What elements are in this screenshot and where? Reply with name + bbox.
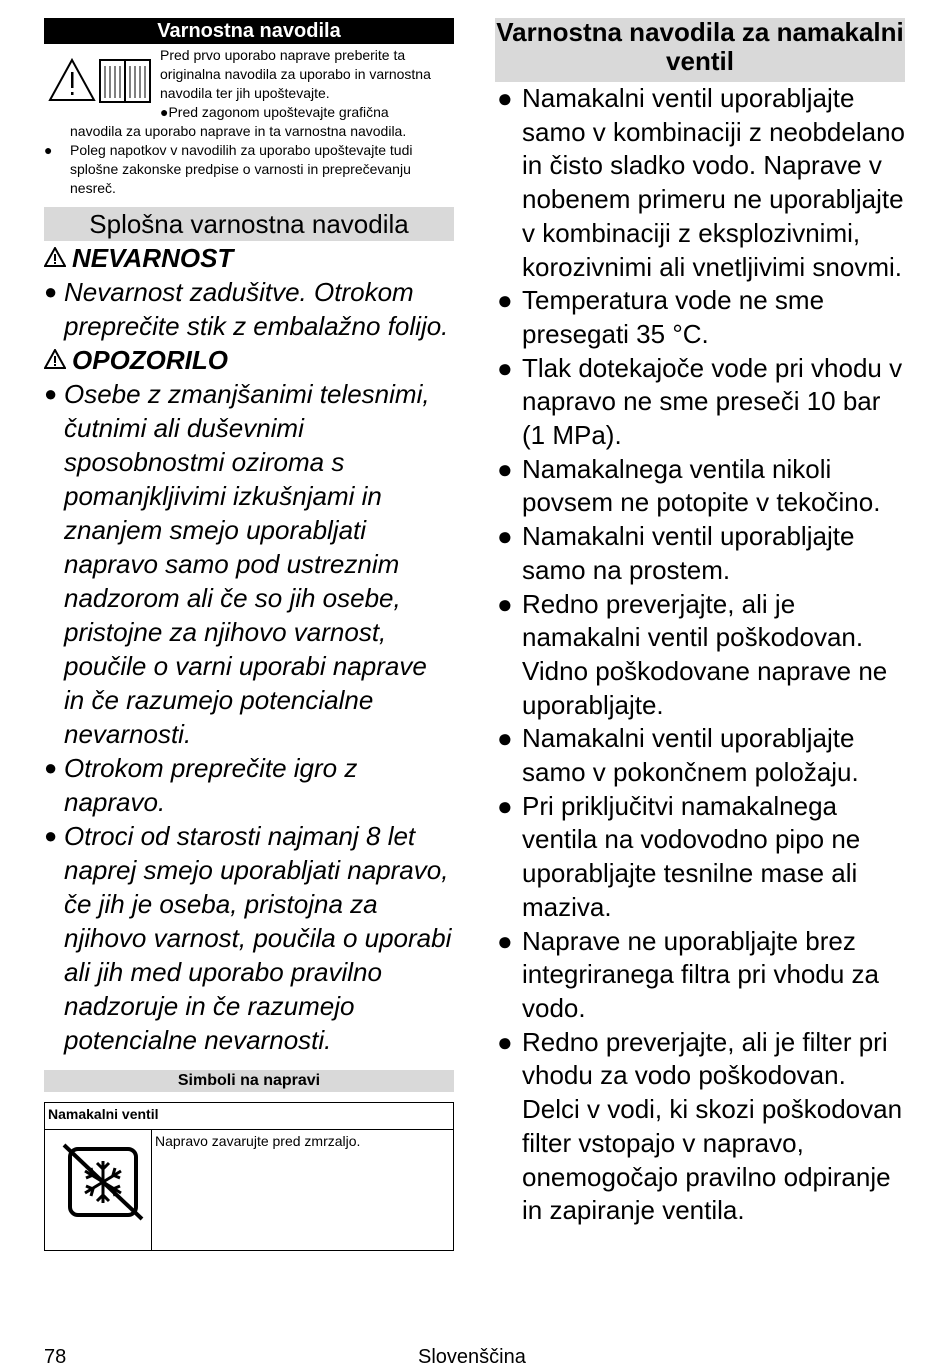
valve-safety-item-text: Temperatura vode ne sme presegati 35 °C.: [522, 285, 825, 349]
left-column: [44, 18, 454, 1251]
symbols-table: [44, 1102, 454, 1251]
right-column: [495, 18, 905, 1228]
general-safety-title: Splošna varnostna navodila: [44, 207, 454, 241]
manual-book-icon: [100, 60, 150, 102]
bullet-dot: ●: [44, 823, 58, 848]
warning-icon: [44, 343, 72, 377]
valve-safety-title: Varnostna navodila za namakalni ventil: [495, 18, 905, 82]
bullet-dot: ●: [497, 1026, 513, 1057]
valve-safety-item: [495, 588, 905, 723]
bullet-dot: ●: [497, 285, 513, 316]
bullet-dot: ●: [497, 453, 513, 484]
warning-triangle-icon: [50, 60, 94, 100]
valve-safety-item-text: Naprave ne uporabljajte brez integriranega filtra pri vhodu za vodo.: [522, 925, 879, 1023]
warning-item-text: Otroci od starosti najmanj 8 let naprej smejo uporabljati napravo, če jih je oseba, pristojna za njihovo varnost, poučila o uporabi ali jih med uporabo pravilno nadzoruje in če razumejo potencialne nevarnosti.: [64, 821, 452, 1055]
warning-item: [44, 751, 454, 819]
bullet-dot: ●: [497, 790, 513, 821]
valve-safety-item-text: Tlak dotekajoče vode pri vhodu v napravo ne sme preseči 10 bar (1 MPa).: [522, 352, 903, 451]
frost-symbol-text: Napravo zavarujte pred zmrzaljo.: [152, 1130, 454, 1251]
valve-safety-item-text: Pri priključitvi namakalnega ventila na vodovodno pipo ne uporabljajte tesnilne mase ali maziva.: [522, 790, 861, 922]
frost-symbol-cell: [45, 1130, 152, 1251]
page-number: 78: [44, 1346, 67, 1368]
valve-safety-item: [495, 520, 905, 587]
warning-item-text: Otrokom preprečite igro z napravo.: [64, 753, 358, 817]
valve-safety-item-text: Namakalni ventil uporabljajte samo v pokončnem položaju.: [522, 723, 859, 788]
valve-safety-item: [495, 453, 905, 520]
valve-safety-item: [495, 790, 905, 925]
intro-bullet-2: ●: [44, 142, 53, 158]
intro-bullet: ●: [160, 104, 169, 120]
warning-item-text: Osebe z zmanjšanimi telesnimi, čutnimi ali duševnimi sposobnostmi oziroma s pomanjkljivimi izkušnjami in znanjem smejo uporabljati napravo samo pod ustreznim nadzorom ali če so jih osebe, pristojne za njihovo varnost, poučile o varni uporabi naprave in če razumejo potencialne nevarnosti.: [64, 379, 430, 749]
valve-safety-item-text: Redno preverjajte, ali je namakalni ventil poškodovan. Vidno poškodovane naprave ne uporabljajte.: [522, 588, 888, 720]
intro-paragraph-1: Pred prvo uporabo naprave preberite ta originalna navodila za uporabo in varnostna navodila ter jih upoštevajte.: [160, 47, 431, 101]
valve-safety-list: [495, 82, 905, 1228]
bullet-dot: ●: [497, 925, 513, 956]
valve-safety-item: [495, 722, 905, 789]
intro-paragraph-2a: Pred zagonom upoštevajte grafična: [168, 104, 389, 120]
valve-safety-item: [495, 925, 905, 1026]
valve-safety-item: [495, 352, 905, 453]
valve-safety-item: [495, 82, 905, 284]
valve-safety-item-text: Namakalnega ventila nikoli povsem ne potopite v tekočino.: [522, 453, 881, 518]
bullet-dot: ●: [44, 381, 58, 406]
bullet-dot: ●: [44, 755, 58, 780]
symbols-table-header: Namakalni ventil: [45, 1103, 454, 1130]
symbols-title: Simboli na napravi: [44, 1070, 454, 1092]
bullet-dot: ●: [497, 588, 513, 619]
warning-list: [44, 377, 454, 1057]
bullet-dot: ●: [44, 279, 58, 304]
valve-safety-item: [495, 284, 905, 351]
danger-label: NEVARNOST: [72, 243, 234, 273]
valve-safety-item-text: Namakalni ventil uporabljajte samo v kombinaciji z neobdelano in čisto sladko vodo. Naprave v nobenem primeru ne uporabljajte v kombinaciji z eksplozivnimi, korozivnimi ali vnetljivimi snovmi.: [522, 83, 905, 282]
section-header-safety: Varnostna navodila: [44, 18, 454, 44]
intro-paragraph-2b: navodila za uporabo naprave in ta varnostna navodila.: [70, 123, 407, 139]
warning-item: [44, 377, 454, 751]
danger-item-text: Nevarnost zadušitve. Otrokom preprečite stik z embalažno folijo.: [64, 277, 449, 341]
bullet-dot: ●: [497, 723, 513, 754]
intro-paragraph-3: Poleg napotkov v navodilih za uporabo upoštevajte tudi splošne zakonske predpise o varnosti in preprečevanju nesreč.: [70, 142, 413, 196]
bullet-dot: ●: [497, 521, 513, 552]
valve-safety-item: [495, 1026, 905, 1228]
warning-and-manual-icons: [44, 52, 154, 108]
danger-list: [44, 275, 454, 343]
footer-language: Slovenščina: [418, 1346, 526, 1368]
warning-label: OPOZORILO: [72, 345, 228, 375]
danger-warning-icon: [44, 241, 72, 275]
bullet-dot: ●: [497, 352, 513, 383]
bullet-dot: ●: [497, 83, 513, 113]
danger-item: [44, 275, 454, 343]
valve-safety-item-text: Namakalni ventil uporabljajte samo na prostem.: [522, 521, 855, 585]
valve-safety-item-text: Redno preverjajte, ali je filter pri vhodu za vodo poškodovan. Delci v vodi, ki skozi poškodovan filter vstopajo v napravo, onemogočajo pravilno odpiranje in zapiranje ventila.: [522, 1026, 903, 1226]
intro-block: [44, 46, 454, 198]
frost-protection-icon: [48, 1133, 148, 1223]
warning-item: [44, 819, 454, 1057]
